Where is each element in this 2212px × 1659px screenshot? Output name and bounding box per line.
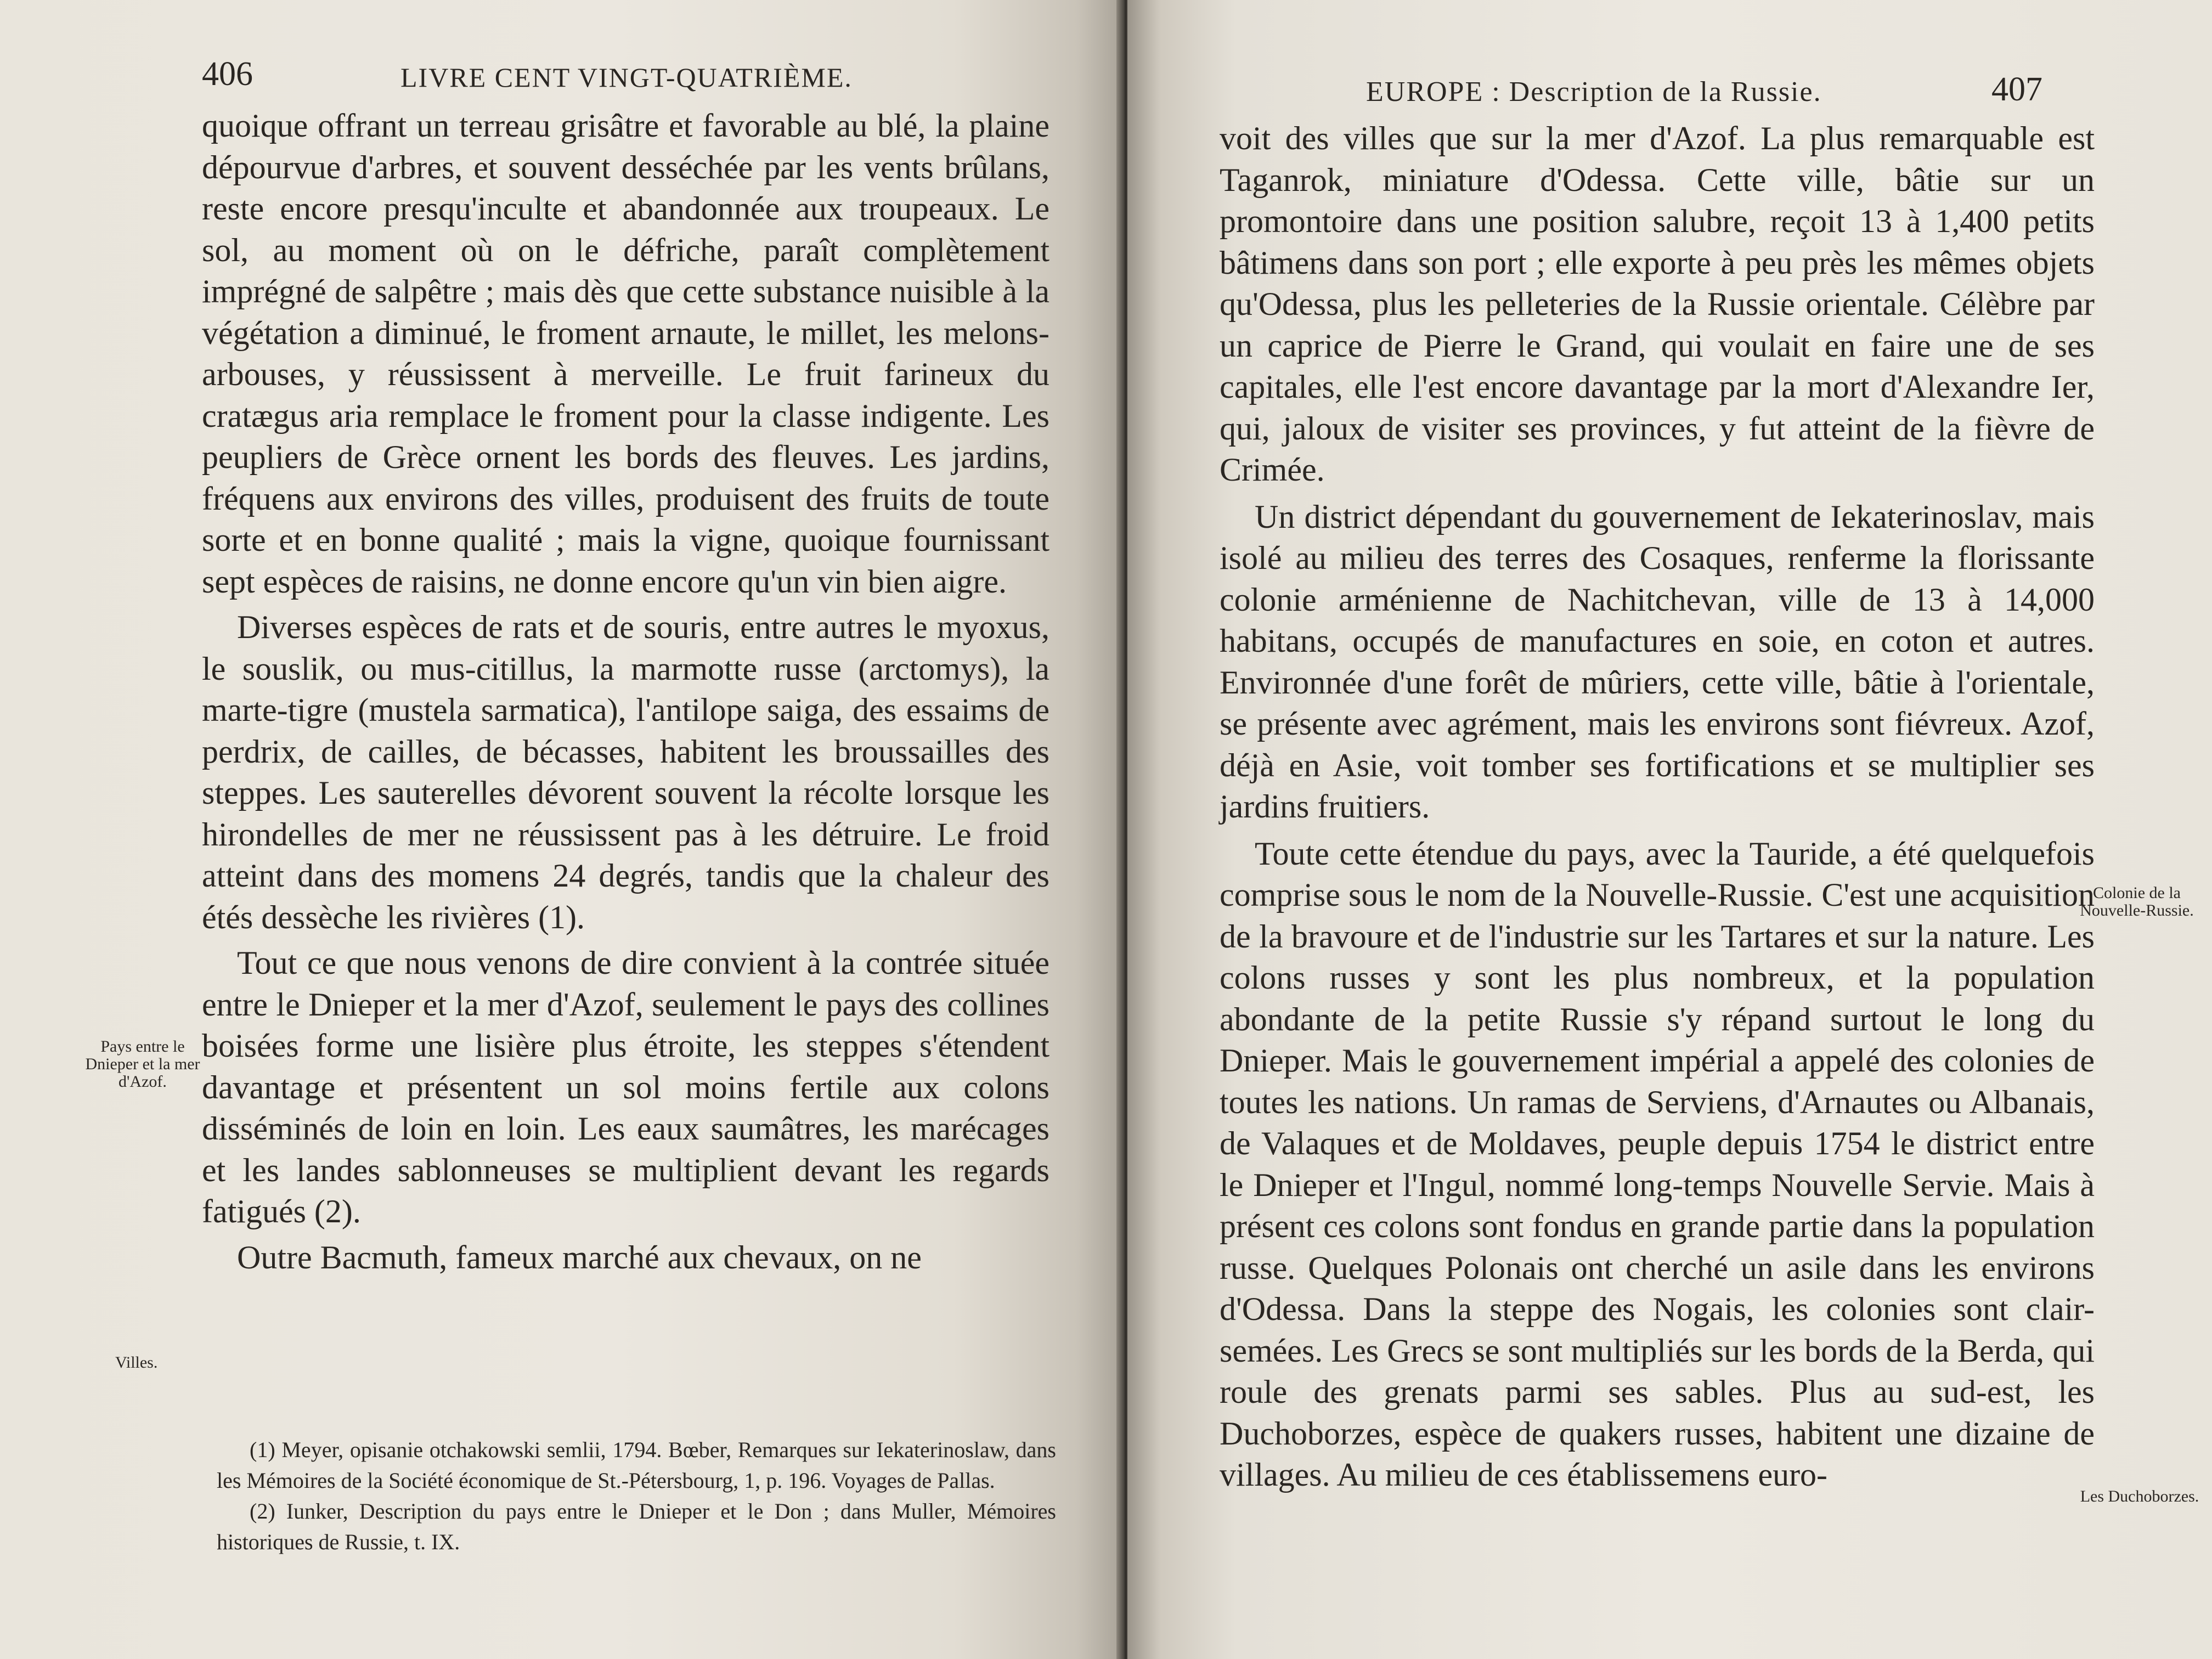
- page-number-left: 406: [202, 55, 253, 93]
- footnote: (1) Meyer, opisanie otchakowski semlii, 1794. Bœber, Remarques sur Iekaterinoslaw, dans les Mémoires de la Société économique de St.-Pétersbourg, 1, p. 196. Voyages de Pallas.: [217, 1437, 1056, 1493]
- paragraph: quoique offrant un terreau grisâtre et favorable au blé, la plaine dépourvue d'arbres, et souvent desséchée par les vents brûlans, reste encore presqu'inculte et abandonnée aux troupeaux. Le sol, au moment où on le défriche, paraît complètement imprégné de salpêtre ; mais dès que cette substance nuisible à la végétation a diminué, le froment arnaute, le millet, les melons-arbouses, y réussissent à merveille. Le fruit farineux du cratægus aria remplace le froment pour la classe indigente. Les peupliers de Grèce ornent les bords des fleuves. Les jardins, fréquens aux environs des villes, produisent des fruits de toute sorte et en bonne qualité ; mais la vigne, quoique fournissant sept espèces de raisins, ne donne encore qu'un vin bien aigre.: [202, 108, 1049, 600]
- sidenote: Colonie de la Nouvelle-Russie.: [2080, 884, 2194, 919]
- sidenote: Pays entre le Dnieper et la mer d'Azof.: [85, 1037, 200, 1091]
- paragraph: voit des villes que sur la mer d'Azof. La plus remarquable est Taganrok, miniature d'Odessa. Cette ville, bâtie sur un promontoire dans une position salubre, reçoit 13 à 1,400 petits bâtimens dans son port ; elle exporte à peu près les mêmes objets qu'Odessa, plus les pelleteries de la Russie orientale. Célèbre par un caprice de Pierre le Grand, qui voulait en faire une de ses capitales, elle l'est encore davantage par la mort d'Alexandre Ier, qui, jaloux de visiter ses provinces, y fut atteint de la fièvre de Crimée.: [1220, 120, 2095, 488]
- running-head-left: LIVRE CENT VINGT-QUATRIÈME.: [400, 62, 853, 93]
- right-text-column: [1220, 118, 2095, 1496]
- page-number-right: 407: [1991, 71, 2042, 108]
- paragraph: Un district dépendant du gouvernement de Iekaterinoslav, mais isolé au milieu des terres des Cosaques, renferme la florissante colonie arménienne de Nachitchevan, ville de 13 à 14,000 habitans, occupés de manufactures en soie, en coton et autres. Environnée d'une forêt de mûriers, cette ville, bâtie à l'orientale, se présente avec agrément, mais les environs sont fiévreux. Azof, déjà en Asie, voit tomber ses fortifications et se multiplier ses jardins fruitiers.: [1220, 498, 2095, 825]
- paragraph: Tout ce que nous venons de dire convient à la contrée située entre le Dnieper et la mer d'Azof, seulement le pays des collines boisées forme une lisière plus étroite, les steppes s'étendent davantage et présentent un sol moins fertile aux colons disséminés de loin en loin. Les eaux saumâtres, les marécages et les landes sablonneuses se multiplient devant les regards fatigués (2).: [202, 945, 1049, 1229]
- sidenote: Villes.: [115, 1353, 158, 1372]
- footnotes: [217, 1435, 1056, 1558]
- paragraph: Diverses espèces de rats et de souris, entre autres le myoxus, le souslik, ou mus-citillus, la marmotte russe (arctomys), la marte-tigre (mustela sarmatica), l'antilope saiga, des essaims de perdrix, de cailles, de bécasses, habitent les broussailles des steppes. Les sauterelles dévorent souvent la récolte lorsque les hirondelles de mer ne réussissent pas à les détruire. Le froid atteint dans des momens 24 degrés, tandis que la chaleur des étés dessèche les rivières (1).: [202, 609, 1049, 935]
- running-head-right: EUROPE : Description de la Russie.: [1366, 76, 1822, 108]
- right-page: [1127, 0, 2212, 1659]
- left-text-column: [202, 105, 1049, 1278]
- footnote: (2) Iunker, Description du pays entre le Dnieper et le Don ; dans Muller, Mémoires historiques de Russie, t. IX.: [217, 1499, 1056, 1554]
- paragraph: Toute cette étendue du pays, avec la Tauride, a été quelquefois comprise sous le nom de la Nouvelle-Russie. C'est une acquisition de la bravoure et de l'industrie sur les Tartares et sur la nature. Les colons russes y sont les plus nombreux, et la population abondante de la petite Russie s'y répand surtout le long du Dnieper. Mais le gouvernement impérial a appelé des colonies de toutes les nations. Un ramas de Serviens, d'Arnautes ou Albanais, de Valaques et de Moldaves, peuple depuis 1754 le district entre le Dnieper et l'Ingul, nommé long-temps Nouvelle Servie. Mais à présent ces colons sont fondus en grande partie dans la population russe. Quelques Polonais ont cherché un asile dans les environs d'Odessa. Dans la steppe des Nogais, les colonies sont clair-semées. Les Grecs se sont multipliés sur les bords de la Berda, qui roule des grenats parmi ses sables. Plus au sud-est, les Duchoborzes, espèce de quakers russes, habitent une dizaine de villages. Au milieu de ces établissemens euro-: [1220, 835, 2095, 1493]
- paragraph: Outre Bacmuth, fameux marché aux chevaux, on ne: [237, 1239, 922, 1276]
- sidenote: Les Duchoborzes.: [2080, 1487, 2199, 1505]
